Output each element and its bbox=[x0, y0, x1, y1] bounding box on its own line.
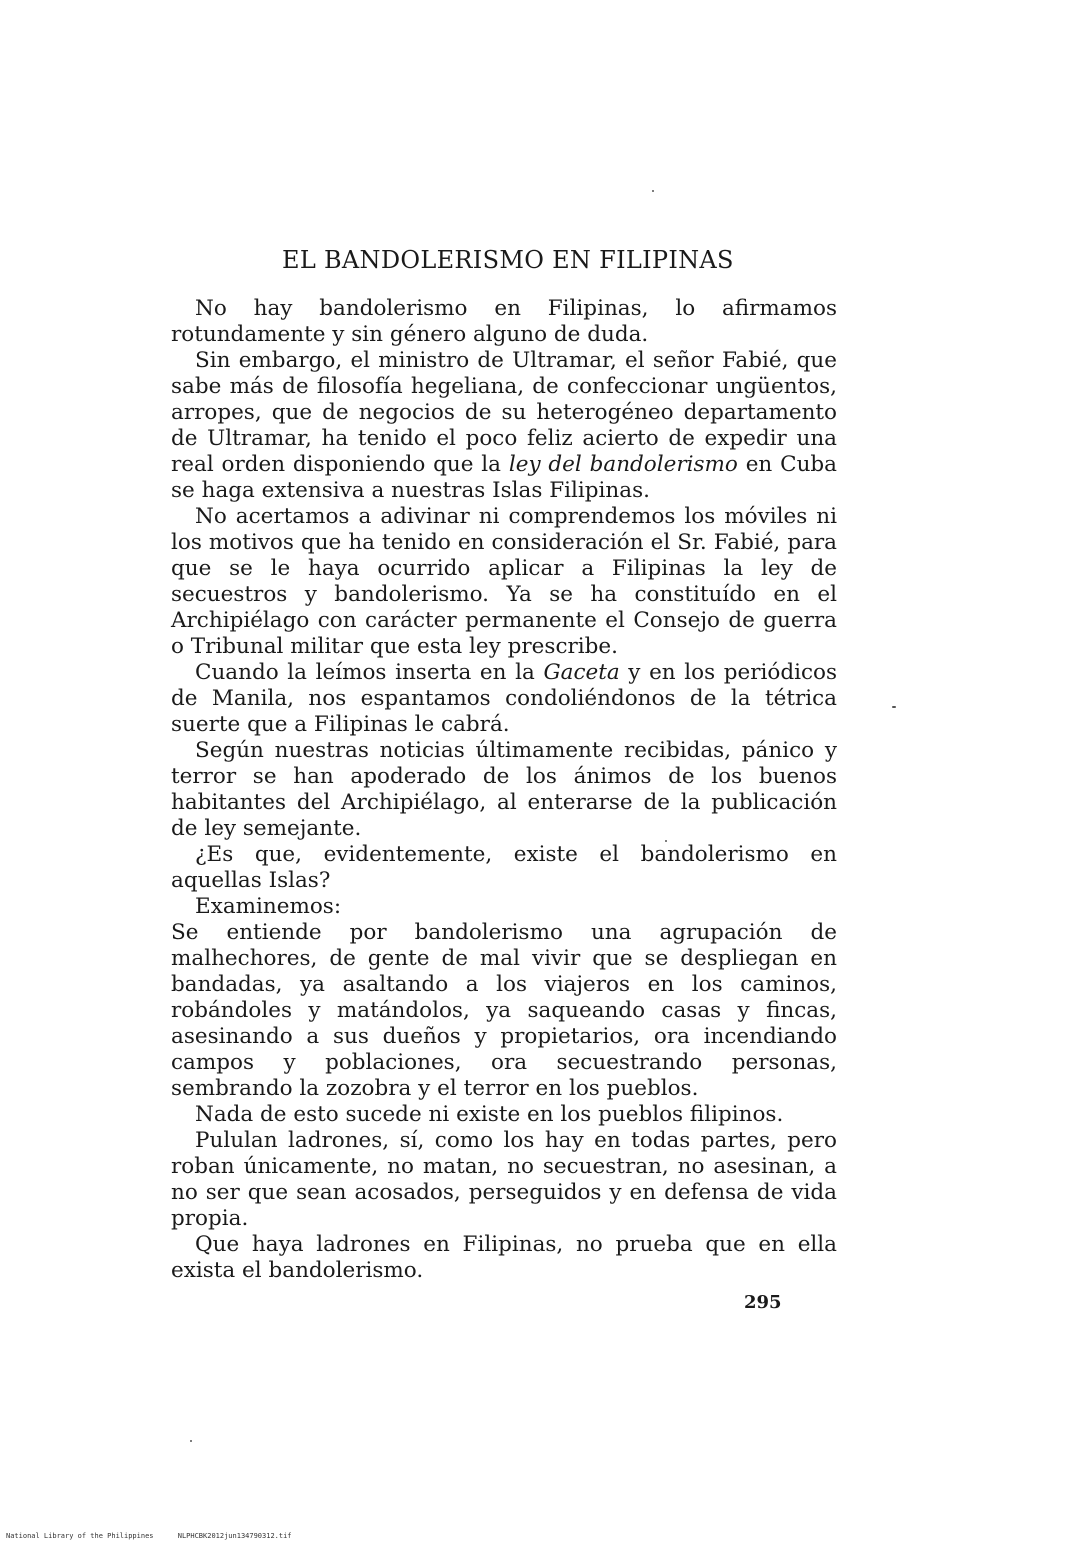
text-run: Cuando la leímos inserta en la bbox=[195, 660, 544, 685]
paragraph: Que haya ladrones en Filipinas, no prueba que en ella exista el bandolerismo. bbox=[171, 1232, 837, 1283]
italic-text-run: Gaceta bbox=[543, 660, 620, 685]
paragraph: Nada de esto sucede ni existe en los pueblos filipinos. bbox=[195, 1102, 784, 1127]
scan-speck bbox=[190, 1440, 192, 1442]
paragraph bbox=[171, 660, 837, 738]
paragraph: Pululan ladrones, sí, como los hay en todas partes, pero roban únicamente, no matan, no secuestran, no asesinan, a no ser que sean acosados, perseguidos y en defensa de vida propia. bbox=[171, 1128, 837, 1231]
footer-library: National Library of the Philippines bbox=[6, 1532, 154, 1540]
text-run: en Cuba se haga extensiva a nuestras Islas Filipinas. bbox=[171, 452, 837, 503]
footer-file-id: NLPHCBK2012jun134790312.tif bbox=[177, 1532, 292, 1540]
paragraph: ¿Es que, evidentemente, existe el bandolerismo en aquellas Islas? bbox=[171, 842, 837, 893]
paragraph: Examinemos: bbox=[195, 894, 342, 919]
page-title: EL BANDOLERISMO EN FILIPINAS bbox=[282, 246, 734, 274]
body-text bbox=[171, 296, 837, 1284]
paragraph: Se entiende por bandolerismo una agrupación de malhechores, de gente de mal vivir que se despliegan en bandadas, ya asaltando a los viajeros en los caminos, robándoles y matándolos, ya saqueando casas y fincas, asesinando a sus dueños y propietarios, ora incendiando campos y poblaciones, ora secuestrando personas, sembrando la zozobra y el terror en los pueblos. bbox=[171, 920, 837, 1101]
italic-text-run: ley del bandolerismo bbox=[508, 452, 738, 477]
scan-speck bbox=[652, 190, 654, 192]
scan-speck bbox=[665, 840, 667, 842]
scan-speck bbox=[892, 706, 896, 708]
text-run: Sin embargo, el ministro de Ultramar, el señor Fabié, que sabe más de filosofía hegeliana, de confeccionar ungüentos, arropes, que de negocios de su heterogéneo departamento de Ultramar, ha tenido el poco feliz acierto de expedir una real orden disponiendo que la bbox=[171, 348, 837, 477]
footer-scan-metadata bbox=[6, 1532, 292, 1541]
paragraph: Según nuestras noticias últimamente recibidas, pánico y terror se han apoderado de los ánimos de los buenos habitantes del Archipiélago, al enterarse de la publicación de ley semejante. bbox=[171, 738, 837, 841]
paragraph: No hay bandolerismo en Filipinas, lo afirmamos rotundamente y sin género alguno de duda. bbox=[171, 296, 837, 347]
page-number: 295 bbox=[744, 1292, 782, 1313]
paragraph bbox=[171, 348, 837, 504]
text-run: y en los periódicos de Manila, nos espantamos condoliéndonos de la tétrica suerte que a Filipinas le cabrá. bbox=[171, 660, 837, 737]
paragraph: No acertamos a adivinar ni comprendemos los móviles ni los motivos que ha tenido en consideración el Sr. Fabié, para que se le haya ocurrido aplicar a Filipinas la ley de secuestros y bandolerismo. Ya se ha constituído en el Archipiélago con carácter permanente el Consejo de guerra o Tribunal militar que esta ley prescribe. bbox=[171, 504, 837, 659]
